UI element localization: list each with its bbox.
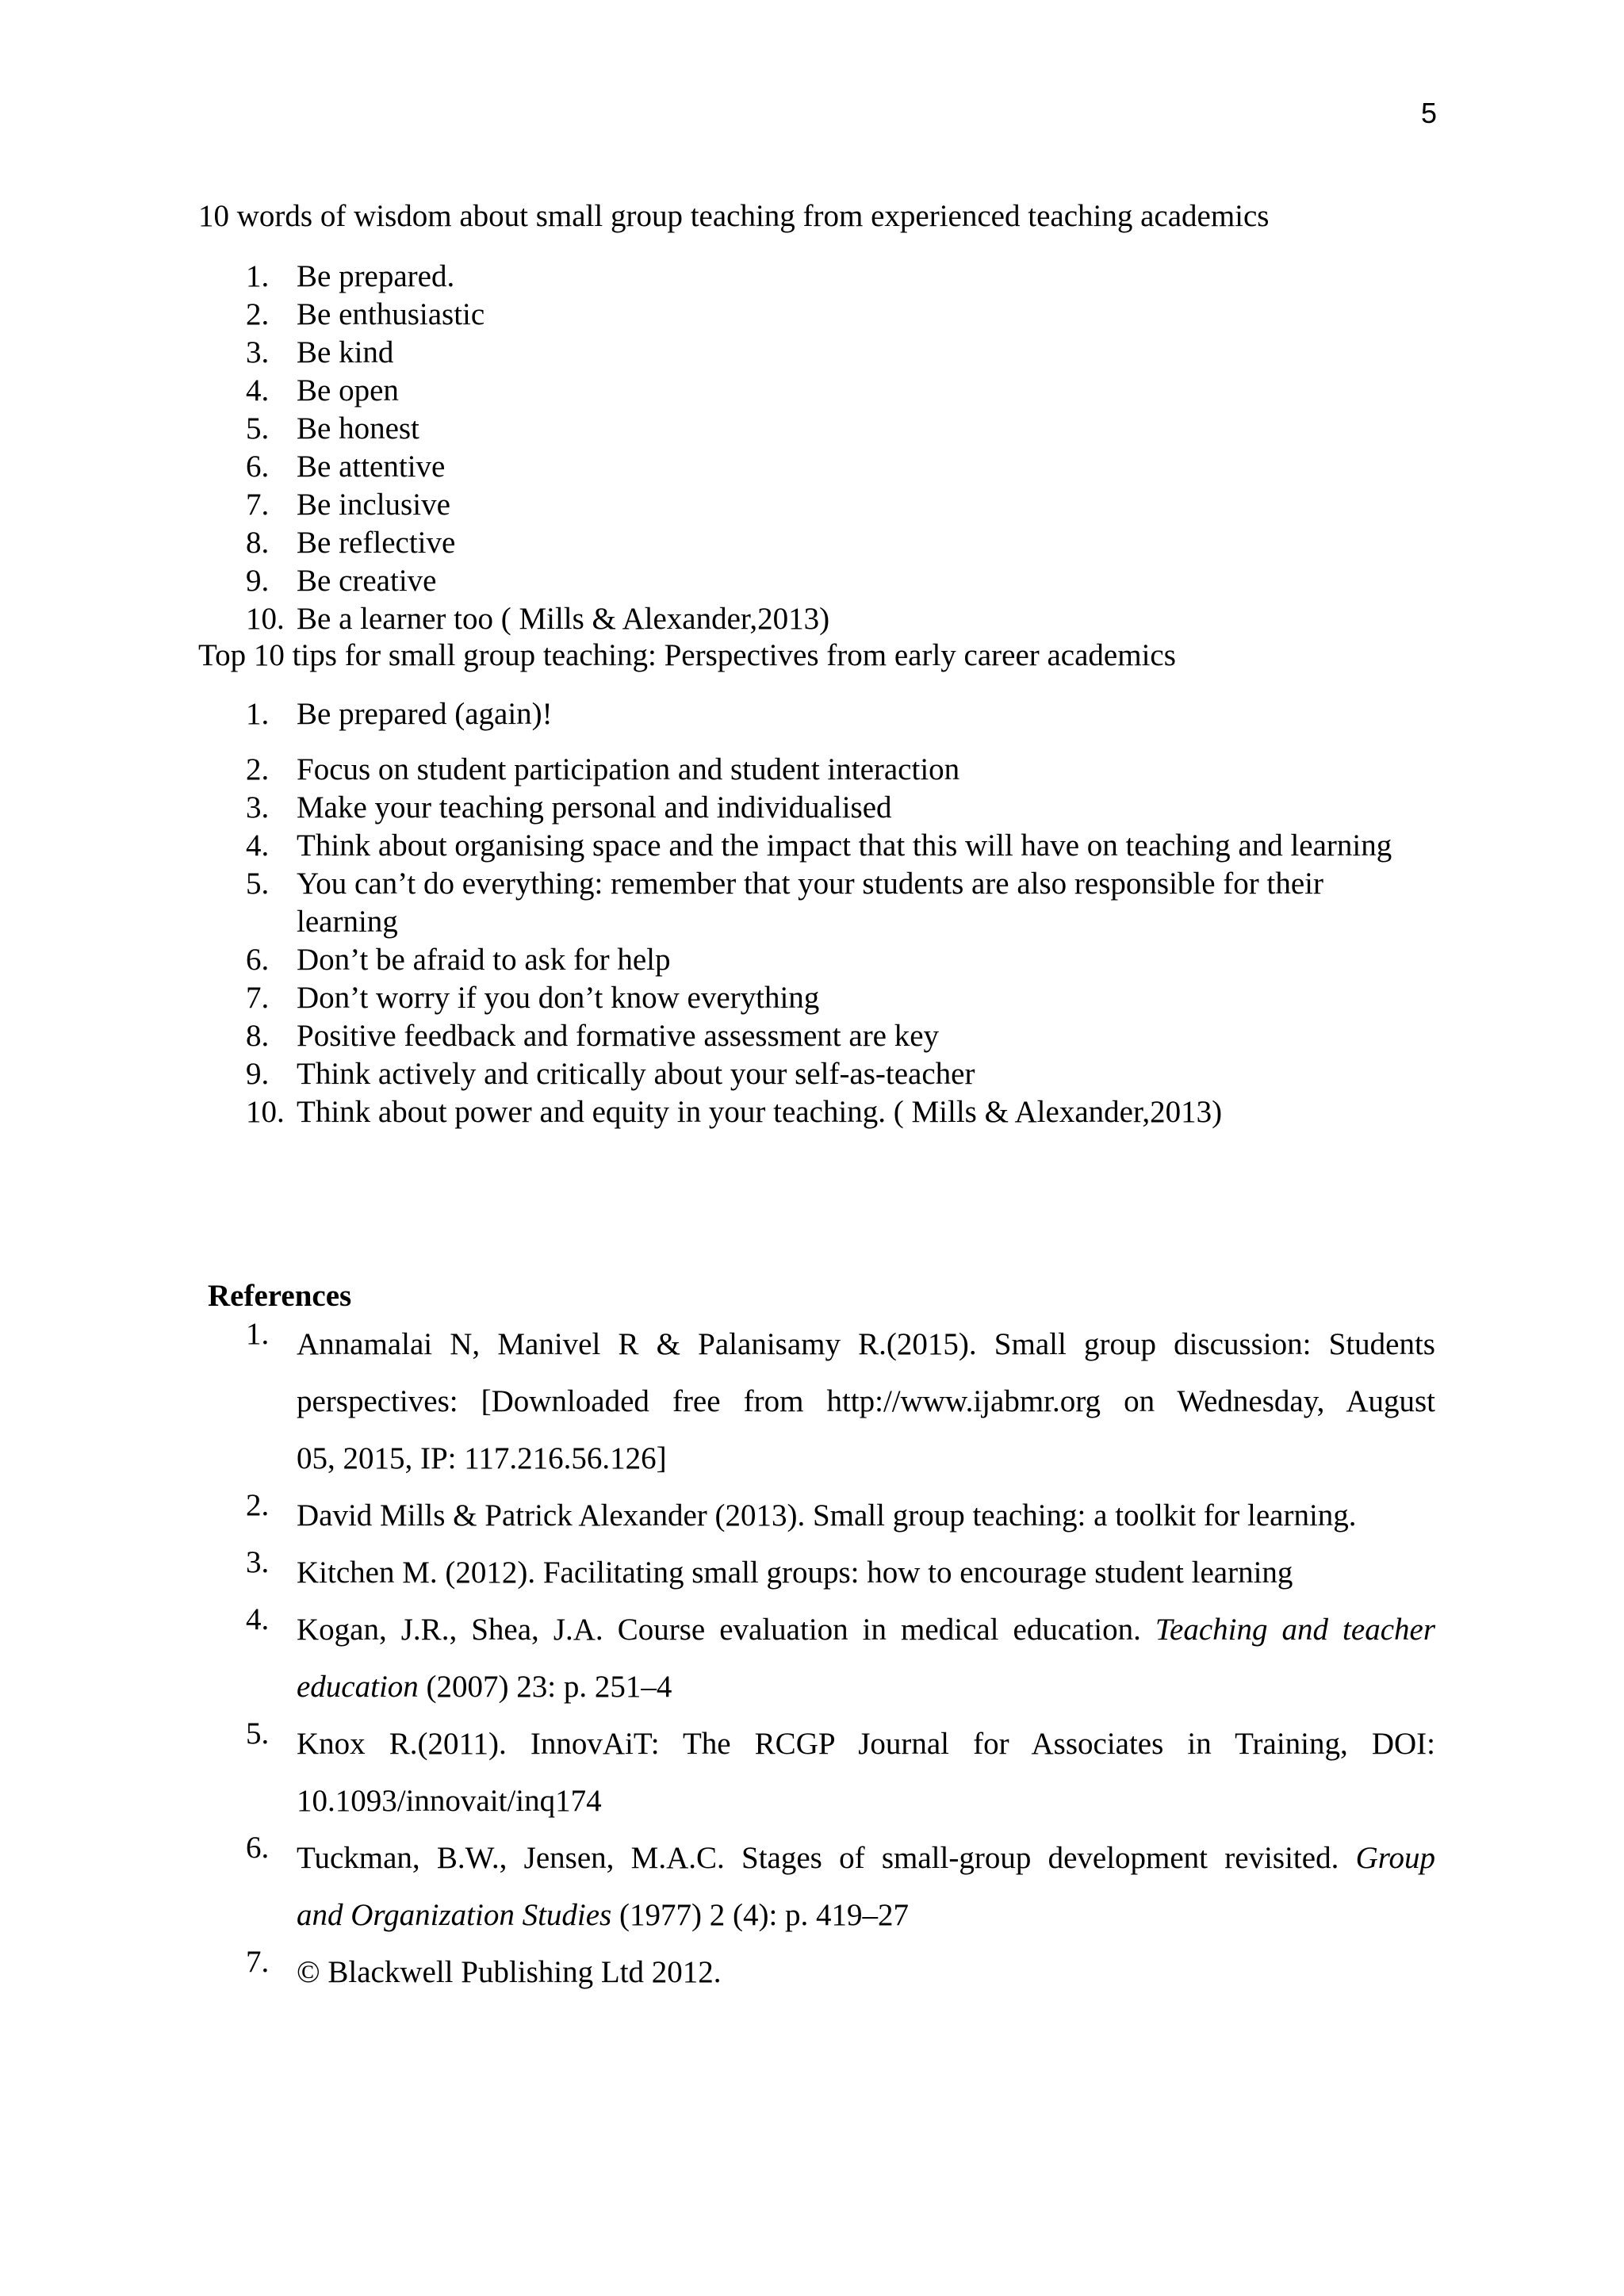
- section2-heading: Top 10 tips for small group teaching: Perspectives from early career academics: [198, 638, 1176, 672]
- references-title: References: [208, 1279, 352, 1313]
- reference-item: 5. Knox R.(2011). InnovAiT: The RCGP Journal for Associates in Training, DOI: 10.1093/innovait/inq174: [246, 1716, 1435, 1818]
- reference-item: 1. Annamalai N, Manivel R & Palanisamy R.(2015). Small group discussion: Students perspectives: [Downloaded free from http://www.ijabmr.org on Wednesday, August 05, 2015, IP: 117.216.56.126]: [246, 1317, 1435, 1475]
- reference-item: 3. Kitchen M. (2012). Facilitating small groups: how to encourage student learning: [246, 1545, 1293, 1590]
- reference-item: 7. © Blackwell Publishing Ltd 2012.: [246, 1945, 722, 1989]
- reference-item: 4. Kogan, J.R., Shea, J.A. Course evaluation in medical education. Teaching and teacher education (2007) 23: p. 251–4: [246, 1602, 1435, 1704]
- page-number: 5: [1421, 97, 1438, 129]
- reference-item: 2. David Mills & Patrick Alexander (2013). Small group teaching: a toolkit for learning.: [246, 1488, 1357, 1533]
- section1-heading: 10 words of wisdom about small group teaching from experienced teaching academics: [198, 199, 1270, 233]
- reference-item: 6. Tuckman, B.W., Jensen, M.A.C. Stages of small-group development revisited. Group and Organization Studies (1977) 2 (4): p. 419–27: [246, 1831, 1435, 1932]
